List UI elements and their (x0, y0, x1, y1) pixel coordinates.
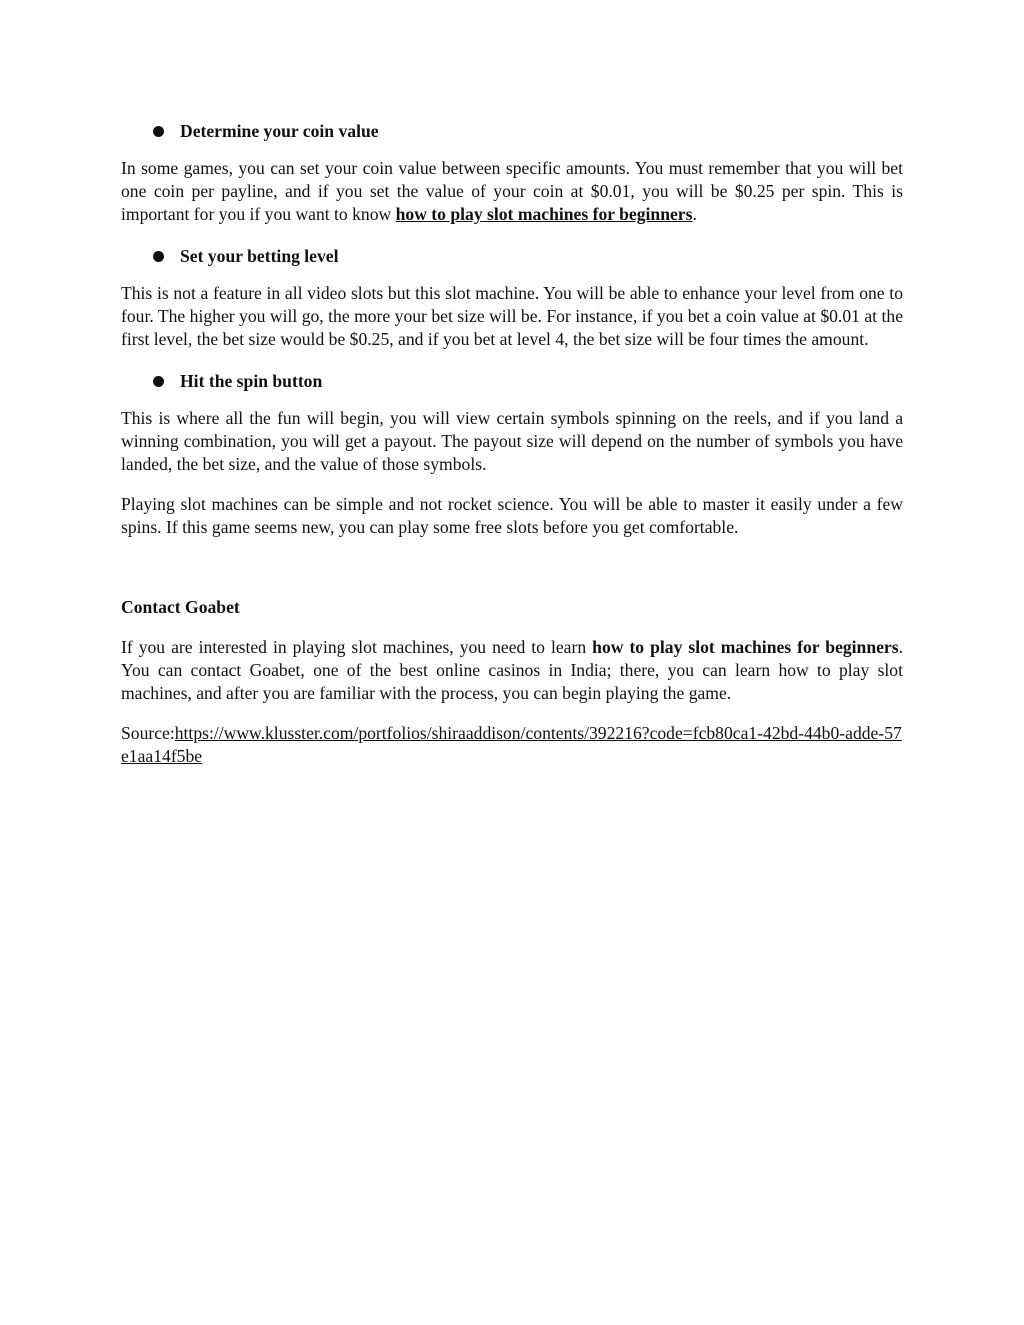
bullet-heading-betting-level (121, 243, 903, 270)
paragraph-text: In some games, you can set your coin value between specific amounts. You must remember that you will bet one coin per payline, and if you set the value of your coin at $0.01, you will be $0.25 per spin. This is important for you if you want to know (121, 158, 903, 224)
bullet-dot-icon (153, 126, 164, 137)
paragraph-closing (121, 493, 903, 539)
bullet-dot-icon (153, 376, 164, 387)
source-url-link[interactable]: https://www.klusster.com/portfolios/shiraaddison/contents/392216?code=fcb80ca1-42bd-44b0-adde-57e1aa14f5be (121, 723, 902, 766)
bold-phrase: how to play slot machines for beginners (592, 637, 899, 657)
bullet-label: Hit the spin button (180, 371, 323, 391)
paragraph-coin-value (121, 157, 903, 226)
paragraph-contact (121, 636, 903, 705)
document-page (121, 118, 903, 785)
paragraph-text: If you are interested in playing slot machines, you need to learn (121, 637, 593, 657)
paragraph-end: . (692, 204, 697, 224)
bullet-label: Determine your coin value (180, 121, 379, 141)
paragraph-text: This is not a feature in all video slots but this slot machine. You will be able to enhance your level from one to four. The higher you will go, the more your bet size will be. For instance, if you bet a coin value at $0.01 at the first level, the bet size would be $0.25, and if you bet at level 4, the bet size will be four times the amount. (121, 283, 903, 349)
slot-guide-link[interactable]: how to play slot machines for beginners (395, 204, 693, 224)
bullet-label: Set your betting level (180, 246, 339, 266)
paragraph-text: This is where all the fun will begin, you will view certain symbols spinning on the reels, and if you land a winning combination, you will get a payout. The payout size will depend on the number of symbols you have landed, the bet size, and the value of those symbols. (121, 408, 903, 474)
paragraph-text: . You can contact Goabet, one of the best online casinos in India; there, you can learn how to play slot machines, and after you are familiar with the process, you can begin playing the game. (121, 637, 903, 703)
paragraph-spin-button (121, 407, 903, 476)
source-line (121, 722, 903, 768)
paragraph-betting-level (121, 282, 903, 351)
source-label: Source: (121, 723, 175, 743)
bullet-heading-coin-value (121, 118, 903, 145)
contact-heading: Contact Goabet (121, 597, 240, 617)
bullet-dot-icon (153, 251, 164, 262)
bullet-heading-spin-button (121, 368, 903, 395)
paragraph-text: Playing slot machines can be simple and not rocket science. You will be able to master it easily under a few spins. If this game seems new, you can play some free slots before you get comfortable. (121, 494, 903, 537)
